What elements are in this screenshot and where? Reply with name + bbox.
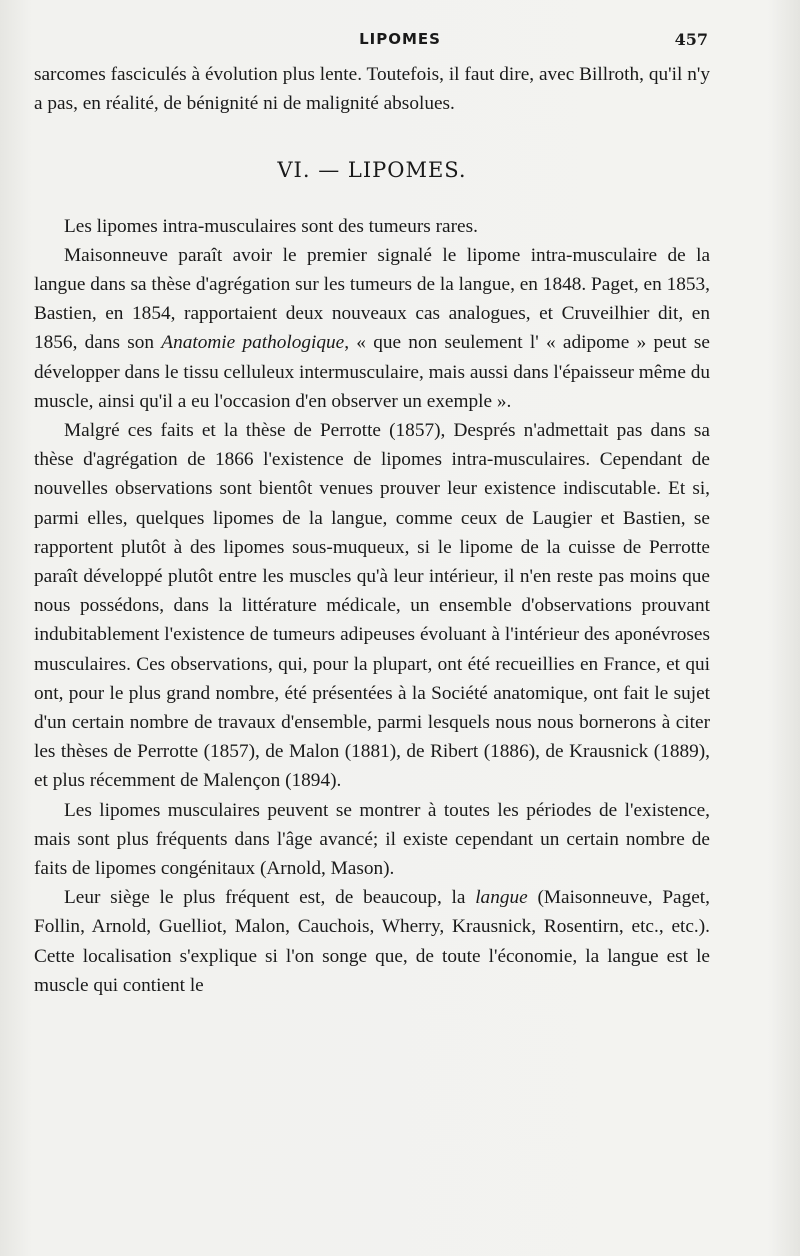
paragraph-observations: Malgré ces faits et la thèse de Perrotte (1857), Després n'admettait pas dans sa thèse d'agrégation de 1866 l'existence de lipomes intra-musculaires. Cependant de nouvelles observations sont bientôt venues prouver leur existence indiscutable. Et si, parmi elles, quelques lipomes de la langue, comme ceux de Laugier et Bastien, se rapportent plutôt à des lipomes sous-muqueux, si le lipome de la cuisse de Perrotte paraît développé plutôt entre les muscles qu'à leur intérieur, il n'en reste pas moins que nous possédons, dans la littérature médicale, un ensemble d'observations prouvant indubitablement l'existence de tumeurs adipeuses évoluant à l'intérieur des aponévroses musculaires. Ces observations, qui, pour la plupart, ont été recueillies en France, et qui ont, pour le plus grand nombre, été présentées à la Société anatomique, ont fait le sujet d'un certain nombre de travaux d'ensemble, parmi lesquels nous nous bornerons à citer les thèses de Perrotte (1857), de Malon (1881), de Ribert (1886), de Krausnick (1889), et plus récemment de Malençon (1894).	[34, 420, 710, 792]
book-title-italic: Anatomie pathologique	[161, 332, 345, 354]
section-heading: VI. — LIPOMES.	[277, 158, 467, 183]
page-number: 457	[674, 30, 708, 49]
paragraph-location-text-a: Leur siège le plus fréquent est, de beaucoup, la	[64, 887, 476, 909]
paragraph-history-text-b: , « que non seulement l' « adipome » peut se développer dans le tissu celluleux intermusculaire, mais aussi dans l'épaisseur même du muscle, ainsi qu'il a eu l'occasion d'en observer un exemple ».	[34, 332, 710, 412]
body-text	[34, 60, 710, 1000]
paragraph-age: Les lipomes musculaires peuvent se montrer à toutes les périodes de l'existence, mais sont plus fréquents dans l'âge avancé; il existe cependant un certain nombre de faits de lipomes congénitaux (Arnold, Mason).	[34, 799, 710, 880]
paragraph-history	[34, 241, 710, 416]
organ-italic: langue	[475, 887, 528, 909]
paragraph-history-text-a: Maisonneuve paraît avoir le premier signalé le lipome intra-musculaire de la langue dans sa thèse d'agrégation sur les tumeurs de la langue, en 1848. Paget, en 1853, Bastien, en 1854, rapportaient deux nouveaux cas analogues, et Cruveilhier dit, en 1856, dans son	[34, 244, 710, 354]
paragraph-intro: Les lipomes intra-musculaires sont des tumeurs rares.	[64, 215, 478, 237]
paragraph-location-text-b: (Maisonneuve, Paget, Follin, Arnold, Guelliot, Malon, Cauchois, Wherry, Krausnick, Rosentirn, etc., etc.). Cette localisation s'explique si l'on songe que, de toute l'économie, la langue est le muscle qui contient le	[34, 887, 710, 996]
paragraph-continuation: sarcomes fasciculés à évolution plus lente. Toutefois, il faut dire, avec Billroth, qu'il n'y a pas, en réalité, de bénignité ni de malignité absolues.	[34, 64, 710, 115]
paragraph-location	[34, 883, 710, 1000]
running-head	[0, 30, 800, 54]
running-title: LIPOMES	[359, 30, 441, 48]
